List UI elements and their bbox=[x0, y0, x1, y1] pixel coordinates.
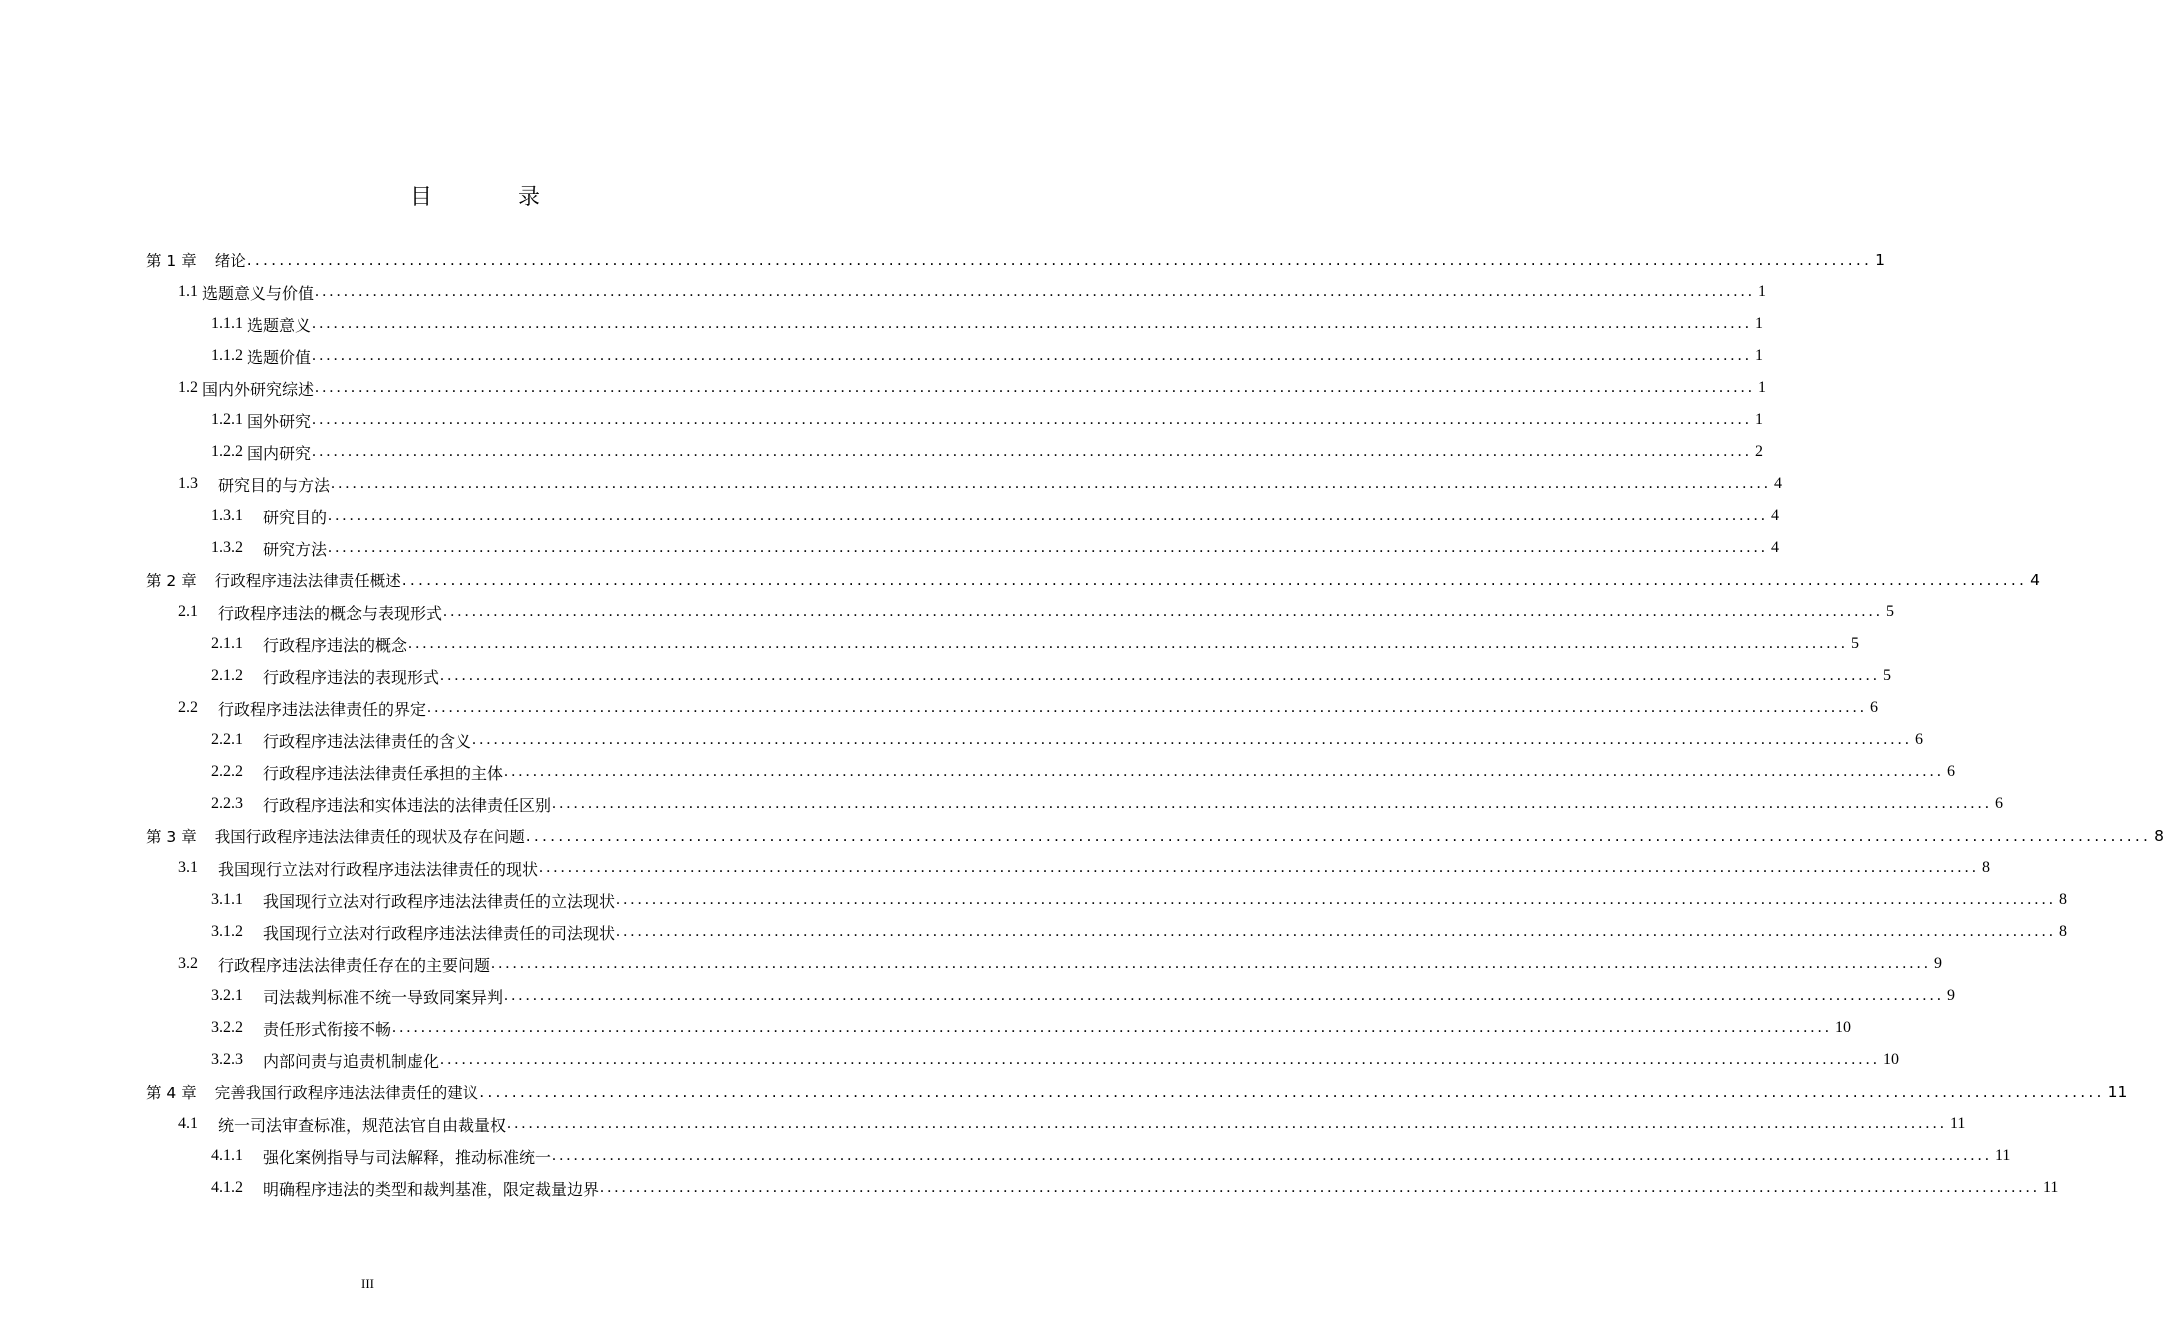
toc-entry-number: 4.1 bbox=[178, 1115, 198, 1132]
toc-entry-number: 3.2.1 bbox=[211, 987, 243, 1004]
toc-leader-dots: ........................................................................................................................................................................................................ bbox=[315, 379, 1756, 396]
toc-entry-label: 选题意义与价值 bbox=[202, 285, 315, 303]
toc-page-number: 4 bbox=[2030, 571, 2041, 589]
toc-entry-label: 行政程序违法的概念与表现形式 bbox=[218, 605, 443, 623]
toc-leader-dots: ........................................................................................................................................................................................................ bbox=[427, 699, 1868, 716]
toc-entry-level-1[interactable] bbox=[146, 564, 2041, 596]
toc-page-number: 9 bbox=[1947, 987, 1956, 1004]
toc-page-number: 5 bbox=[1883, 667, 1892, 684]
toc-entry-label: 选题价值 bbox=[247, 349, 312, 367]
toc-entry-number: 1.2 bbox=[178, 379, 198, 396]
toc-entry-level-2[interactable] bbox=[178, 948, 1943, 980]
toc-leader-dots: ........................................................................................................................................................................................................ bbox=[408, 635, 1849, 652]
toc-leader-dots: ........................................................................................................................................................................................................ bbox=[616, 891, 2057, 908]
toc-page-number: 2 bbox=[1755, 443, 1764, 460]
toc-entry-label: 国内外研究综述 bbox=[202, 381, 315, 399]
toc-entry-number: 1.3.2 bbox=[211, 539, 243, 556]
toc-leader-dots: ........................................................................................................................................................................................................ bbox=[443, 603, 1884, 620]
toc-entry-label: 统一司法审查标准，规范法官自由裁量权 bbox=[218, 1117, 507, 1135]
toc-leader-dots: ........................................................................................................................................................................................................ bbox=[440, 1051, 1881, 1068]
toc-entry-level-3[interactable] bbox=[211, 1140, 2011, 1172]
toc-leader-dots: ........................................................................................................................................................................................................ bbox=[504, 987, 1945, 1004]
toc-leader-dots: ........................................................................................................................................................................................................ bbox=[600, 1179, 2041, 1196]
toc-entry-level-3[interactable] bbox=[211, 1172, 2059, 1204]
toc-entry-level-3[interactable] bbox=[211, 724, 1924, 756]
toc-page-number: 11 bbox=[1995, 1147, 2011, 1164]
toc-entry-label: 责任形式衔接不畅 bbox=[263, 1021, 392, 1039]
toc-entry-number: 2.2 bbox=[178, 699, 198, 716]
toc-entry-number: 第 3 章 bbox=[146, 828, 197, 846]
toc-page-number: 8 bbox=[1982, 859, 1991, 876]
toc-entry-level-2[interactable] bbox=[178, 468, 1783, 500]
toc-leader-dots: ........................................................................................................................................................................................................ bbox=[315, 283, 1756, 300]
toc-page-number: 11 bbox=[1950, 1115, 1966, 1132]
toc-page-number: 8 bbox=[2154, 827, 2164, 845]
toc-entry-label: 明确程序违法的类型和裁判基准，限定裁量边界 bbox=[263, 1181, 600, 1199]
toc-entry-level-3[interactable] bbox=[211, 628, 1860, 660]
toc-entry-number: 1.3.1 bbox=[211, 507, 243, 524]
toc-entry-number: 2.2.2 bbox=[211, 763, 243, 780]
toc-entry-number: 1.3 bbox=[178, 475, 198, 492]
toc-page-number: 6 bbox=[1915, 731, 1924, 748]
toc-entry-number: 2.2.1 bbox=[211, 731, 243, 748]
toc-page-number: 1 bbox=[1758, 379, 1767, 396]
toc-leader-dots: ........................................................................................................................................................................................................ bbox=[440, 667, 1881, 684]
toc-leader-dots: ........................................................................................................................................................................................................ bbox=[552, 795, 1993, 812]
toc-page-number: 5 bbox=[1851, 635, 1860, 652]
toc-entry-label: 绪论 bbox=[214, 252, 246, 270]
toc-leader-dots: ........................................................................................................................................................................................................ bbox=[328, 507, 1769, 524]
toc-entry-level-2[interactable] bbox=[178, 276, 1767, 308]
toc-entry-label: 行政程序违法的表现形式 bbox=[263, 669, 440, 687]
toc-entry-level-3[interactable] bbox=[211, 980, 1956, 1012]
toc-page-number: 4 bbox=[1774, 475, 1783, 492]
page-number: III bbox=[361, 1276, 374, 1291]
toc-leader-dots: ........................................................................................................................................................................................................ bbox=[401, 571, 2028, 589]
toc-page-number: 11 bbox=[2043, 1179, 2059, 1196]
toc-entry-label: 行政程序违法法律责任承担的主体 bbox=[263, 765, 504, 783]
toc-entry-label: 研究目的与方法 bbox=[218, 477, 331, 495]
toc-page-number: 9 bbox=[1934, 955, 1943, 972]
toc-entry-label: 研究方法 bbox=[263, 541, 328, 559]
toc-entry-level-1[interactable] bbox=[146, 1076, 2128, 1108]
toc-leader-dots: ........................................................................................................................................................................................................ bbox=[328, 539, 1769, 556]
toc-entry-label: 选题意义 bbox=[247, 317, 312, 335]
toc-leader-dots: ........................................................................................................................................................................................................ bbox=[312, 347, 1753, 364]
toc-leader-dots: ........................................................................................................................................................................................................ bbox=[312, 443, 1753, 460]
toc-leader-dots: ........................................................................................................................................................................................................ bbox=[525, 827, 2152, 845]
toc-entry-label: 行政程序违法法律责任的界定 bbox=[218, 701, 427, 719]
toc-entry-label: 国外研究 bbox=[247, 413, 312, 431]
toc-leader-dots: ........................................................................................................................................................................................................ bbox=[312, 315, 1753, 332]
toc-entry-number: 3.2.3 bbox=[211, 1051, 243, 1068]
toc-entry-label: 我国现行立法对行政程序违法法律责任的立法现状 bbox=[263, 893, 616, 911]
toc-page-number: 1 bbox=[1755, 315, 1764, 332]
toc-entry-label: 行政程序违法和实体违法的法律责任区别 bbox=[263, 797, 552, 815]
toc-leader-dots: ........................................................................................................................................................................................................ bbox=[616, 923, 2057, 940]
toc-leader-dots: ........................................................................................................................................................................................................ bbox=[331, 475, 1772, 492]
toc-entry-label: 我国行政程序违法法律责任的现状及存在问题 bbox=[214, 828, 525, 846]
toc-page-number: 6 bbox=[1870, 699, 1879, 716]
toc-page-number: 6 bbox=[1947, 763, 1956, 780]
toc-leader-dots: ........................................................................................................................................................................................................ bbox=[479, 1083, 2105, 1101]
toc-entry-level-3[interactable] bbox=[211, 1012, 1852, 1044]
toc-entry-label: 研究目的 bbox=[263, 509, 328, 527]
toc-entry-level-2[interactable] bbox=[178, 692, 1879, 724]
toc-entry-level-3[interactable] bbox=[211, 1044, 1900, 1076]
toc-page-number: 1 bbox=[1755, 411, 1764, 428]
toc-entry-level-3[interactable] bbox=[211, 500, 1780, 532]
toc-entry-label: 行政程序违法法律责任概述 bbox=[214, 572, 401, 590]
toc-entry-number: 2.1.2 bbox=[211, 667, 243, 684]
toc-page-number: 11 bbox=[2107, 1083, 2128, 1101]
toc-page-number: 1 bbox=[1755, 347, 1764, 364]
toc-leader-dots: ........................................................................................................................................................................................................ bbox=[246, 251, 1873, 269]
toc-entry-number: 2.1 bbox=[178, 603, 198, 620]
toc-entry-number: 1.1.1 bbox=[211, 315, 243, 332]
toc-entry-number: 4.1.1 bbox=[211, 1147, 243, 1164]
toc-entry-level-3[interactable] bbox=[211, 788, 2004, 820]
toc-title: 目 录 bbox=[409, 185, 572, 210]
toc-entry-level-2[interactable] bbox=[178, 1108, 1966, 1140]
toc-page-number: 8 bbox=[2059, 891, 2068, 908]
toc-entry-number: 4.1.2 bbox=[211, 1179, 243, 1196]
toc-entry-level-1[interactable] bbox=[146, 820, 2164, 852]
toc-entry-number: 3.2.2 bbox=[211, 1019, 243, 1036]
toc-entry-label: 行政程序违法法律责任的含义 bbox=[263, 733, 472, 751]
toc-entry-level-3[interactable] bbox=[211, 340, 1764, 372]
toc-leader-dots: ........................................................................................................................................................................................................ bbox=[491, 955, 1932, 972]
toc-entry-level-3[interactable] bbox=[211, 756, 1956, 788]
toc-leader-dots: ........................................................................................................................................................................................................ bbox=[472, 731, 1913, 748]
toc-entry-number: 第 1 章 bbox=[146, 252, 197, 270]
toc-entry-label: 司法裁判标准不统一导致同案异判 bbox=[263, 989, 504, 1007]
toc-entry-label: 我国现行立法对行政程序违法法律责任的司法现状 bbox=[263, 925, 616, 943]
toc-leader-dots: ........................................................................................................................................................................................................ bbox=[507, 1115, 1948, 1132]
toc-entry-number: 2.2.3 bbox=[211, 795, 243, 812]
toc-entry-level-3[interactable] bbox=[211, 404, 1764, 436]
toc-entry-level-3[interactable] bbox=[211, 660, 1892, 692]
toc-entry-level-2[interactable] bbox=[178, 852, 1991, 884]
toc-entry-number: 3.2 bbox=[178, 955, 198, 972]
toc-entry-number: 1.1 bbox=[178, 283, 198, 300]
toc-page-number: 5 bbox=[1886, 603, 1895, 620]
toc-entry-level-2[interactable] bbox=[178, 596, 1895, 628]
toc-entry-level-3[interactable] bbox=[211, 436, 1764, 468]
toc-leader-dots: ........................................................................................................................................................................................................ bbox=[539, 859, 1980, 876]
toc-entry-label: 完善我国行政程序违法法律责任的建议 bbox=[214, 1084, 479, 1102]
toc-entry-level-3[interactable] bbox=[211, 916, 2068, 948]
toc-leader-dots: ........................................................................................................................................................................................................ bbox=[552, 1147, 1993, 1164]
toc-entry-label: 国内研究 bbox=[247, 445, 312, 463]
toc-entry-label: 内部问责与追责机制虚化 bbox=[263, 1053, 440, 1071]
toc-entry-level-3[interactable] bbox=[211, 884, 2068, 916]
toc-page-number: 10 bbox=[1835, 1019, 1852, 1036]
toc-entry-level-1[interactable] bbox=[146, 244, 1886, 276]
toc-entry-label: 强化案例指导与司法解释，推动标准统一 bbox=[263, 1149, 552, 1167]
toc-page-number: 6 bbox=[1995, 795, 2004, 812]
toc-page-number: 4 bbox=[1771, 539, 1780, 556]
toc-entry-label: 行政程序违法的概念 bbox=[263, 637, 408, 655]
toc-leader-dots: ........................................................................................................................................................................................................ bbox=[504, 763, 1945, 780]
toc-entry-number: 1.2.2 bbox=[211, 443, 243, 460]
toc-leader-dots: ........................................................................................................................................................................................................ bbox=[312, 411, 1753, 428]
toc-entry-level-3[interactable] bbox=[211, 308, 1764, 340]
toc-entry-number: 2.1.1 bbox=[211, 635, 243, 652]
toc-entry-number: 1.1.2 bbox=[211, 347, 243, 364]
toc-entry-label: 行政程序违法法律责任存在的主要问题 bbox=[218, 957, 491, 975]
toc-entry-level-3[interactable] bbox=[211, 532, 1780, 564]
toc-leader-dots: ........................................................................................................................................................................................................ bbox=[392, 1019, 1833, 1036]
toc-page-number: 10 bbox=[1883, 1051, 1900, 1068]
toc-entry-number: 第 4 章 bbox=[146, 1084, 197, 1102]
toc-entry-number: 第 2 章 bbox=[146, 572, 197, 590]
toc-entry-label: 我国现行立法对行政程序违法法律责任的现状 bbox=[218, 861, 539, 879]
toc-page-number: 4 bbox=[1771, 507, 1780, 524]
toc-page-number: 8 bbox=[2059, 923, 2068, 940]
toc-page-number: 1 bbox=[1875, 251, 1886, 269]
toc-entry-number: 3.1.2 bbox=[211, 923, 243, 940]
toc-entry-number: 3.1 bbox=[178, 859, 198, 876]
toc-page-number: 1 bbox=[1758, 283, 1767, 300]
toc-entry-number: 1.2.1 bbox=[211, 411, 243, 428]
toc-entry-number: 3.1.1 bbox=[211, 891, 243, 908]
toc-entry-level-2[interactable] bbox=[178, 372, 1767, 404]
